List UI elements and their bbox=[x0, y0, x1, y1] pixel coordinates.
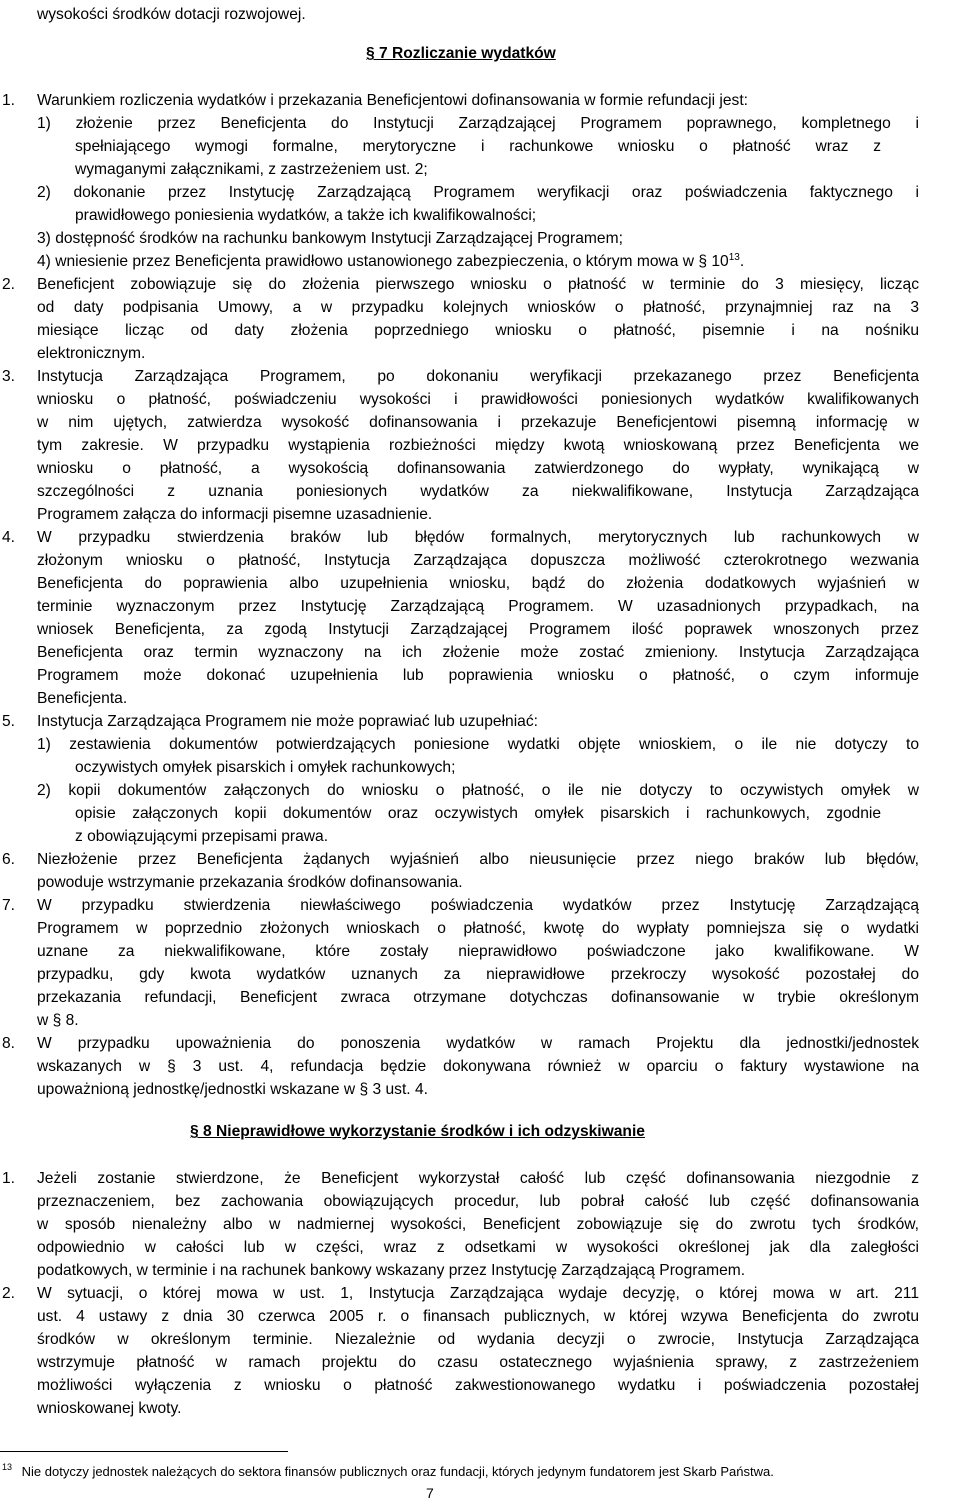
line-text: Programem w poprzednio złożonych wnioskach o płatność, kwotę do wypłaty pomniejsza się o wydatki bbox=[37, 920, 919, 937]
line-text: 3. bbox=[2, 368, 16, 385]
text-line bbox=[37, 504, 432, 525]
line-text: wysokości środków dotacji rozwojowej. bbox=[37, 6, 306, 23]
line-text: 2) dokonanie przez Instytucję Zarządzającą Programem weryfikacji oraz poświadczenia faktycznego i bbox=[37, 184, 919, 201]
line-text: wskazanych w § 3 ust. 4, refundacja będzie dokonywana również w oparciu o faktury wystawione na bbox=[37, 1058, 919, 1075]
line-text: W przypadku stwierdzenia niewłaściwego poświadczenia wydatków przez Instytucję Zarządzającą bbox=[37, 897, 919, 914]
line-text: elektronicznym. bbox=[37, 345, 146, 362]
text-line bbox=[2, 1033, 15, 1054]
text-line bbox=[37, 458, 919, 479]
line-text: § 7 Rozliczanie wydatków bbox=[366, 45, 556, 62]
line-text: przeznaczeniem, bez zachowania obowiązujących procedur, lub pobrał całość lub część dofinansowania bbox=[37, 1193, 919, 1210]
text-line bbox=[37, 1329, 919, 1350]
text-line bbox=[37, 1375, 919, 1396]
line-text: Programem może dokonać uzupełnienia lub poprawienia wniosku o płatność, o czym informuje bbox=[37, 667, 919, 684]
text-line bbox=[37, 412, 919, 433]
text-line bbox=[2, 1168, 15, 1189]
text-line bbox=[37, 918, 919, 939]
line-text: terminie wyznaczonym przez Instytucję Zarządzającą Programem. W uzasadnionych przypadkach, na bbox=[37, 598, 919, 615]
text-line bbox=[37, 1260, 745, 1281]
text-line bbox=[37, 274, 919, 295]
line-text: Niezłożenie przez Beneficjenta żądanych wyjaśnień albo nieusunięcie przez niego braków lub błędów, bbox=[37, 851, 919, 868]
text-line bbox=[37, 895, 919, 916]
text-line bbox=[37, 389, 919, 410]
line-text: od daty podpisania Umowy, a w przypadku kolejnych wniosków o płatność, przynajmniej raz na 3 bbox=[37, 299, 919, 316]
text-line bbox=[2, 849, 15, 870]
text-line bbox=[2, 711, 15, 732]
text-line bbox=[2, 1283, 15, 1304]
line-text: szczególności z uznania poniesionych wydatków za niekwalifikowane, Instytucja Zarządzająca bbox=[37, 483, 919, 500]
text-line bbox=[37, 596, 919, 617]
line-text: w nim ujętych, zatwierdza wysokość dofinansowania i przekazuje Beneficjentowi pisemną informację w bbox=[37, 414, 919, 431]
text-line bbox=[37, 964, 919, 985]
footnote-text: Nie dotyczy jednostek należących do sektora finansów publicznych oraz fundacji, których jedynym fundatorem jest Skarb Państwa. bbox=[21, 1464, 774, 1479]
text-line bbox=[75, 826, 328, 847]
line-text: Warunkiem rozliczenia wydatków i przekazania Beneficjentowi dofinansowania w formie refundacji jest: bbox=[37, 92, 749, 109]
line-text: 5. bbox=[2, 713, 16, 730]
line-text: środków w określonym terminie. Niezależnie od wydania decyzji o zwrocie, Instytucja Zarządzająca bbox=[37, 1331, 919, 1348]
text-line bbox=[37, 343, 145, 364]
line-text: oczywistych omyłek pisarskich i omyłek rachunkowych; bbox=[75, 759, 456, 776]
text-line bbox=[37, 366, 919, 387]
footnote-rule bbox=[0, 1451, 288, 1452]
line-text: przekazania refundacji, Beneficjent zwraca otrzymane dotychczas dofinansowanie w trybie określonym bbox=[37, 989, 919, 1006]
line-text: Beneficjenta do poprawienia albo uzupełnienia wniosku, bądź do złożenia dodatkowych wyjaśnień w bbox=[37, 575, 919, 592]
footnote bbox=[2, 1463, 774, 1482]
line-text: 1. bbox=[2, 92, 16, 109]
line-text: ust. 4 ustawy z dnia 30 czerwca 2005 r. o finansach publicznych, w której wzywa Beneficjenta do zwrotu bbox=[37, 1308, 919, 1325]
text-line bbox=[2, 90, 15, 111]
text-line bbox=[75, 757, 455, 778]
line-text: przypadku, gdy kwota wydatków uznanych za nieprawidłowe przekroczy wysokość pozostałej do bbox=[37, 966, 919, 983]
text-line bbox=[37, 320, 919, 341]
line-text: Instytucja Zarządzająca Programem, po dokonaniu weryfikacji przekazanego przez Beneficjenta bbox=[37, 368, 919, 385]
text-line bbox=[75, 159, 428, 180]
line-text: 4. bbox=[2, 529, 16, 546]
line-text: możliwości wyłączenia z wniosku o płatność zakwestionowanego wydatku i poświadczenia pozostałej bbox=[37, 1377, 919, 1394]
line-text: prawidłowego poniesienia wydatków, a także ich kwalifikowalności; bbox=[75, 207, 537, 224]
text-line bbox=[2, 527, 15, 548]
line-text: Instytucja Zarządzająca Programem nie może poprawiać lub uzupełniać: bbox=[37, 713, 538, 730]
line-text: opisie załączonych kopii dokumentów oraz oczywistych omyłek pisarskich i rachunkowych, zgodnie bbox=[75, 805, 881, 822]
text-line bbox=[37, 1010, 79, 1031]
footnote-mark: 13 bbox=[2, 1462, 13, 1472]
line-text: wymaganymi załącznikami, z zastrzeżeniem ust. 2; bbox=[75, 161, 428, 178]
line-text: wniosek Beneficjenta, za zgodą Instytucji Zarządzającej Programem ilość poprawek wnoszonych przez bbox=[37, 621, 919, 638]
line-text: podatkowych, w terminie i na rachunek bankowy wskazany przez Instytucję Zarządzającą Programem. bbox=[37, 1262, 746, 1279]
line-text: W przypadku upoważnienia do ponoszenia wydatków w ramach Projektu dla jednostki/jednostek bbox=[37, 1035, 919, 1052]
text-line bbox=[2, 895, 15, 916]
text-line bbox=[37, 435, 919, 456]
text-line bbox=[37, 780, 919, 801]
line-text: wstrzymuje płatność w ramach projektu do czasu ostatecznego wyjaśnienia sprawy, z zastrzeżeniem bbox=[37, 1354, 919, 1371]
text-line bbox=[37, 711, 538, 732]
text-line bbox=[37, 1056, 919, 1077]
text-line bbox=[37, 1283, 919, 1304]
text-line bbox=[37, 688, 127, 709]
text-line bbox=[37, 734, 919, 755]
text-line bbox=[37, 4, 306, 25]
text-line bbox=[37, 1168, 919, 1189]
line-text: odpowiednio w całości lub w części, wraz z odsetkami w wysokości określonej jak dla zaległości bbox=[37, 1239, 919, 1256]
section-heading bbox=[190, 1121, 645, 1142]
line-text: wniosku o płatność, a wysokością dofinansowania zatwierdzonego do wypłaty, wynikającą w bbox=[37, 460, 919, 477]
line-text: 1) złożenie przez Beneficjenta do Instytucji Zarządzającej Programem poprawnego, kompletnego i bbox=[37, 115, 919, 132]
line-text: miesiące licząc od daty złożenia poprzedniego wniosku o płatność, pisemnie i na nośniku bbox=[37, 322, 919, 339]
text-line bbox=[37, 665, 919, 686]
line-text: 6. bbox=[2, 851, 16, 868]
text-line bbox=[37, 987, 919, 1008]
text-line bbox=[37, 481, 919, 502]
text-line bbox=[37, 251, 744, 274]
line-text: złożonym wniosku o płatność, Instytucja Zarządzająca dopuszcza możliwość czterokrotnego wezwania bbox=[37, 552, 919, 569]
text-line bbox=[37, 527, 919, 548]
line-text: spełniającego wymogi formalne, merytoryczne i rachunkowe wniosku o płatność wraz z bbox=[75, 138, 881, 155]
line-text: 2) kopii dokumentów załączonych do wniosku o płatność, o ile nie dotyczy to oczywistych omyłek w bbox=[37, 782, 919, 799]
text-line bbox=[37, 228, 623, 249]
line-text: 2. bbox=[2, 1285, 16, 1302]
line-text: 4) wniesienie przez Beneficjenta prawidłowo ustanowionego zabezpieczenia, o którym mowa w § 10 bbox=[37, 253, 729, 270]
line-text: Beneficjenta oraz termin wyznaczony na ich złożenie może zostać zmieniony. Instytucja Zarządzająca bbox=[37, 644, 919, 661]
line-text: W przypadku stwierdzenia braków lub błędów formalnych, merytorycznych lub rachunkowych w bbox=[37, 529, 919, 546]
line-text: uznane za niekwalifikowane, które zostały nieprawidłowo poświadczone jako kwalifikowane. W bbox=[37, 943, 919, 960]
text-line bbox=[37, 1306, 919, 1327]
line-text: w § 8. bbox=[37, 1012, 79, 1029]
text-line bbox=[37, 1191, 919, 1212]
line-text: 2. bbox=[2, 276, 16, 293]
text-line bbox=[75, 136, 881, 157]
text-line bbox=[37, 1079, 428, 1100]
line-text: § 8 Nieprawidłowe wykorzystanie środków i ich odzyskiwanie bbox=[190, 1123, 645, 1140]
text-line bbox=[37, 573, 919, 594]
page-number: 7 bbox=[426, 1485, 434, 1501]
text-line bbox=[2, 366, 15, 387]
line-text: Jeżeli zostanie stwierdzone, że Beneficjent wykorzystał całość lub część dofinansowania niezgodnie z bbox=[37, 1170, 919, 1187]
line-text: Programem załącza do informacji pisemne uzasadnienie. bbox=[37, 506, 433, 523]
line-text: w sposób nienależny albo w nadmiernej wysokości, Beneficjent zobowiązuje się do zwrotu tych środków, bbox=[37, 1216, 919, 1233]
text-line bbox=[37, 1033, 919, 1054]
footnote-reference[interactable]: 13 bbox=[728, 252, 740, 263]
line-text: W sytuacji, o której mowa w ust. 1, Instytucja Zarządzająca wydaje decyzję, o której mowa w art. 211 bbox=[37, 1285, 919, 1302]
text-line bbox=[37, 1352, 919, 1373]
line-text: z obowiązującymi przepisami prawa. bbox=[75, 828, 329, 845]
text-line bbox=[37, 90, 748, 111]
line-text-tail: . bbox=[739, 253, 745, 270]
text-line bbox=[37, 941, 919, 962]
text-line bbox=[37, 1237, 919, 1258]
text-line bbox=[37, 182, 919, 203]
line-text: 8. bbox=[2, 1035, 16, 1052]
text-line bbox=[37, 1398, 181, 1419]
line-text: Beneficjent zobowiązuje się do złożenia pierwszego wniosku o płatność w terminie do 3 miesięcy, licząc bbox=[37, 276, 919, 293]
text-line bbox=[37, 849, 919, 870]
line-text: Beneficjenta. bbox=[37, 690, 128, 707]
text-line bbox=[37, 550, 919, 571]
line-text: 1) zestawienia dokumentów potwierdzających poniesione wydatki objęte wnioskiem, o ile nie dotyczy to bbox=[37, 736, 919, 753]
line-text: wniosku o płatność, poświadczeniu wysokości i prawidłowości poniesionych wydatków kwalifikowanych bbox=[37, 391, 919, 408]
line-text: wnioskowanej kwoty. bbox=[37, 1400, 182, 1417]
line-text: 1. bbox=[2, 1170, 16, 1187]
line-text: powoduje wstrzymanie przekazania środków dofinansowania. bbox=[37, 874, 463, 891]
text-line bbox=[37, 619, 919, 640]
text-line bbox=[37, 113, 919, 134]
line-text: 7. bbox=[2, 897, 16, 914]
text-line bbox=[37, 297, 919, 318]
text-line bbox=[37, 872, 463, 893]
line-text: upoważnioną jednostkę/jednostki wskazane w § 3 ust. 4. bbox=[37, 1081, 428, 1098]
text-line bbox=[37, 1214, 919, 1235]
line-text: 3) dostępność środków na rachunku bankowym Instytucji Zarządzającej Programem; bbox=[37, 230, 623, 247]
line-text: tym zakresie. W przypadku wystąpienia rozbieżności między kwotą wnioskowaną przez Beneficjenta we bbox=[37, 437, 919, 454]
text-line bbox=[37, 642, 919, 663]
text-line bbox=[75, 205, 536, 226]
text-line bbox=[75, 803, 881, 824]
section-heading bbox=[366, 43, 556, 64]
text-line bbox=[2, 274, 15, 295]
